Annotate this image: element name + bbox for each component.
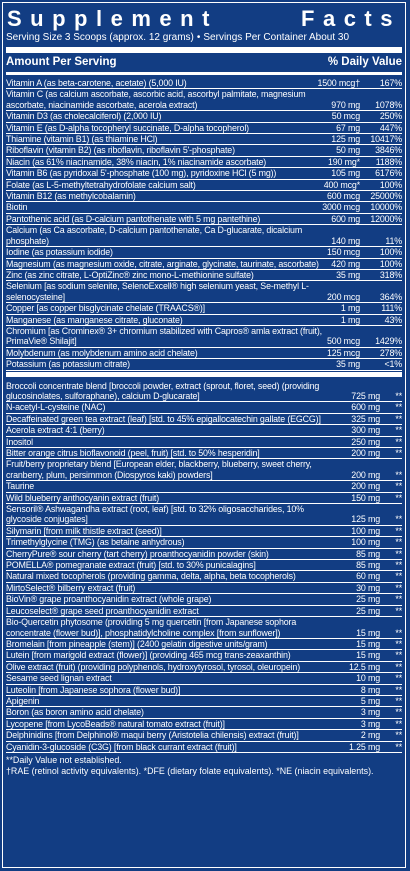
supplement-facts-panel: [2, 2, 406, 868]
nutrient-row: [6, 270, 402, 281]
nutrient-daily-value: 3846%: [375, 145, 402, 156]
nutrient-amount: 1.25 mg: [348, 741, 380, 752]
nutrient-daily-value: **: [395, 413, 402, 424]
footnote-equivalents: †RAE (retinol activity equivalents). *DFE (dietary folate equivalents). *NE (niacin equivalents).: [6, 765, 374, 776]
nutrient-daily-value: 364%: [379, 291, 402, 302]
nutrient-row: [6, 359, 402, 370]
nutrient-daily-value: **: [395, 548, 402, 559]
nutrient-daily-value: **: [395, 448, 402, 458]
nutrient-row: [6, 402, 402, 413]
nutrient-row: [6, 111, 402, 122]
nutrient-amount: 1 mg: [340, 303, 360, 314]
nutrient-name: Bitter orange citrus bioflavonoid (peel, fruit) [std. to 50% hesperidin]: [6, 448, 260, 458]
servings-per-container: Servings Per Container About 30: [203, 32, 350, 43]
nutrient-name: Luteolin [from Japanese sophora (flower bud)]: [6, 684, 181, 695]
nutrient-amount: 5 mg: [360, 695, 380, 706]
nutrient-daily-value: **: [395, 684, 402, 695]
nutrient-daily-value: 12000%: [370, 213, 402, 224]
nutrient-name: Taurine: [6, 481, 35, 492]
nutrient-row: [6, 168, 402, 179]
amount-header: Amount Per Serving: [6, 56, 117, 68]
nutrient-row: [6, 594, 402, 605]
nutrient-row: [6, 247, 402, 258]
other-ingredients-section: [6, 381, 402, 753]
nutrient-amount: 200 mg: [351, 448, 380, 458]
nutrient-name: Vitamin B12 (as methylcobalamin): [6, 191, 136, 202]
nutrient-name: Vitamin D3 (as cholecalciferol) (2,000 IU): [6, 111, 162, 122]
nutrient-daily-value: 250%: [379, 111, 402, 122]
nutrient-row: [6, 202, 402, 213]
nutrient-name: Molybdenum (as molybdenum amino acid chelate): [6, 347, 198, 358]
nutrient-row: [6, 303, 402, 314]
table-header: [6, 54, 402, 71]
nutrient-row: [6, 504, 402, 526]
nutrient-row: [6, 662, 402, 673]
nutrient-daily-value: **: [395, 514, 402, 525]
nutrient-name: Biotin: [6, 202, 28, 213]
nutrient-name: Zinc (as zinc citrate, L-OptiZinc® zinc mono-L-methionine sulfate): [6, 269, 254, 280]
nutrient-row: [6, 730, 402, 741]
dv-header: % Daily Value: [327, 56, 402, 68]
nutrient-row: [6, 214, 402, 225]
nutrient-daily-value: 111%: [381, 303, 402, 314]
nutrient-amount: 600 mg: [331, 213, 360, 224]
nutrient-daily-value: 10000%: [370, 202, 402, 213]
nutrient-row: [6, 381, 402, 403]
serving-info: [6, 32, 402, 46]
nutrient-amount: 3000 mcg: [322, 202, 360, 213]
nutrient-name: Vitamin B6 (as pyridoxal 5'-phosphate (100 mg), pyridoxine HCl (5 mg)): [6, 168, 277, 179]
nutrient-amount: 200 mcg: [327, 291, 360, 302]
nutrient-name: Boron (as boron amino acid chelate): [6, 707, 144, 718]
nutrient-daily-value: **: [395, 661, 402, 672]
serving-separator: •: [196, 32, 201, 43]
nutrient-daily-value: 167%: [379, 78, 402, 88]
nutrient-name: Apigenin: [6, 695, 40, 706]
nutrient-daily-value: 1078%: [375, 99, 402, 110]
nutrient-name: Broccoli concentrate blend [broccoli powder, extract (sprout, floret, seed) (providing glucosinolates, sulforaphane), calcium D-glucarate]: [6, 380, 320, 401]
nutrient-row: [6, 493, 402, 504]
nutrient-name: Vitamin A (as beta-carotene, acetate) (5,000 IU): [6, 78, 187, 88]
nutrient-row: [6, 606, 402, 617]
nutrient-row: [6, 448, 402, 459]
nutrient-row: [6, 639, 402, 650]
nutrient-name: Decaffeinated green tea extract (leaf) [std. to 45% epigallocatechin gallate (EGCG)]: [6, 413, 321, 424]
nutrient-amount: 200 mg: [351, 469, 380, 480]
nutrient-amount: 15 mg: [356, 650, 380, 661]
nutrient-row: [6, 225, 402, 247]
nutrient-name: Thiamine (vitamin B1) (as thiamine HCl): [6, 134, 158, 145]
nutrient-row: [6, 481, 402, 492]
nutrient-name: Leucoselect® grape seed proanthocyanidin extract: [6, 605, 199, 616]
nutrient-name: Sesame seed lignan extract: [6, 673, 112, 684]
nutrient-amount: 150 mcg: [327, 247, 360, 258]
nutrient-name: Vitamin E (as D-alpha tocopheryl succinate, D-alpha tocopherol): [6, 122, 249, 133]
nutrient-daily-value: **: [395, 605, 402, 616]
nutrient-name: Vitamin C (as calcium ascorbate, ascorbic acid, ascorbyl palmitate, magnesium ascorbate, niacinamide ascorbate, acerola extract): [6, 89, 306, 110]
nutrient-name: CherryPure® sour cherry (tart cherry) proanthocyanidin powder (skin): [6, 548, 269, 559]
nutrient-amount: 15 mg: [356, 627, 380, 638]
nutrient-row: [6, 650, 402, 661]
nutrient-name: Manganese (as manganese citrate, gluconate): [6, 314, 183, 325]
nutrient-daily-value: <1%: [384, 359, 402, 370]
nutrient-amount: 3 mg: [360, 718, 380, 729]
nutrient-daily-value: 100%: [379, 179, 402, 190]
nutrient-name: Fruit/berry proprietary blend [European elder, blackberry, blueberry, sweet cherry, cranberry, plum, persimmon (Diospyros kaki) powders]: [6, 459, 312, 480]
nutrient-name: Lutein [from marigold extract (flower)] (providing 465 mcg trans-zeaxanthin): [6, 650, 291, 661]
nutrient-daily-value: **: [395, 650, 402, 661]
nutrient-daily-value: 100%: [379, 258, 402, 269]
nutrient-row: [6, 526, 402, 537]
nutrient-name: Trimethylglycine (TMG) (as betaine anhydrous): [6, 537, 185, 548]
nutrient-row: [6, 89, 402, 111]
nutrient-name: Potassium (as potassium citrate): [6, 359, 130, 370]
nutrient-name: Riboflavin (vitamin B2) (as riboflavin, riboflavin 5'-phosphate): [6, 145, 235, 156]
nutrient-name: MirtoSelect® bilberry extract (fruit): [6, 582, 136, 593]
nutrient-amount: 85 mg: [356, 560, 380, 571]
nutrient-row: [6, 315, 402, 326]
nutrient-row: [6, 549, 402, 560]
nutrient-row: [6, 425, 402, 436]
nutrient-amount: 125 mcg: [327, 347, 360, 358]
nutrient-name: POMELLA® pomegranate extract (fruit) [std. to 30% punicalagins]: [6, 560, 256, 571]
nutrient-name: Acerola extract 4:1 (berry): [6, 425, 105, 436]
nutrient-name: Chromium [as Crominex® 3+ chromium stabilized with Capros® amla extract (fruit), PrimaVie® Shilajit]: [6, 325, 322, 347]
nutrient-daily-value: **: [395, 469, 402, 480]
nutrient-daily-value: **: [395, 525, 402, 536]
nutrient-amount: 100 mg: [351, 525, 380, 536]
nutrient-amount: 50 mcg: [331, 111, 360, 122]
nutrient-row: [6, 134, 402, 145]
nutrient-daily-value: **: [395, 560, 402, 571]
nutrient-daily-value: **: [395, 402, 402, 413]
nutrient-daily-value: **: [395, 718, 402, 729]
nutrient-name: Folate (as L-5-methyltetrahydrofolate calcium salt): [6, 179, 196, 190]
nutrient-daily-value: **: [395, 571, 402, 582]
nutrient-row: [6, 571, 402, 582]
nutrient-amount: 85 mg: [356, 548, 380, 559]
nutrient-name: Bromelain [from pineapple (stem)] (2400 gelatin digestive units/gram): [6, 638, 268, 649]
nutrient-row: [6, 414, 402, 425]
nutrient-amount: 35 mg: [336, 269, 360, 280]
nutrient-amount: 12.5 mg: [348, 661, 380, 672]
nutrient-daily-value: **: [395, 638, 402, 649]
nutrient-amount: 190 mg*: [327, 156, 360, 167]
nutrient-name: Copper [as copper bisglycinate chelate (TRAACS®)]: [6, 303, 205, 314]
nutrient-row: [6, 583, 402, 594]
nutrient-daily-value: 318%: [379, 269, 402, 280]
nutrient-daily-value: **: [395, 390, 402, 401]
nutrient-amount: 600 mcg: [327, 191, 360, 202]
nutrient-row: [6, 617, 402, 639]
footnote-not-established: **Daily Value not established.: [6, 754, 122, 765]
nutrient-name: Selenium [as sodium selenite, SelenoExcell® high selenium yeast, Se-methyl L-selenocysteine]: [6, 281, 309, 302]
serving-size: Serving Size 3 Scoops (approx. 12 grams): [6, 32, 194, 43]
nutrient-amount: 970 mg: [331, 99, 360, 110]
nutrient-row: [6, 696, 402, 707]
nutrient-name: Lycopene [from LycoBeads® natural tomato extract (fruit)]: [6, 718, 225, 729]
nutrient-amount: 105 mg: [331, 168, 360, 179]
nutrient-daily-value: 25000%: [370, 191, 402, 202]
nutrient-row: [6, 560, 402, 571]
nutrient-row: [6, 123, 402, 134]
nutrient-amount: 2 mg: [360, 730, 380, 741]
panel-title: Supplement Facts: [7, 6, 401, 31]
nutrient-daily-value: **: [395, 741, 402, 752]
nutrient-amount: 325 mg: [351, 413, 380, 424]
nutrient-name: Cyanidin-3-glucoside (C3G) [from black currant extract (fruit)]: [6, 741, 237, 752]
nutrient-daily-value: 43%: [384, 314, 402, 325]
nutrient-daily-value: 100%: [379, 247, 402, 258]
nutrient-amount: 67 mg: [336, 122, 360, 133]
nutrient-amount: 300 mg: [351, 425, 380, 436]
nutrient-daily-value: 11%: [385, 235, 402, 246]
nutrient-row: [6, 281, 402, 303]
nutrient-amount: 125 mg: [351, 514, 380, 525]
nutrient-name: Wild blueberry anthocyanin extract (fruit): [6, 492, 160, 503]
nutrient-name: Calcium (as Ca ascorbate, D-calcium pantothenate, Ca D-glucarate, dicalcium phosphate): [6, 225, 303, 246]
nutrient-amount: 125 mg: [331, 134, 360, 145]
nutrient-daily-value: **: [395, 492, 402, 503]
nutrient-name: BioVin® grape proanthocyanidin extract (whole grape): [6, 594, 212, 605]
nutrient-row: [6, 191, 402, 202]
header-divider: [6, 72, 402, 75]
nutrient-row: [6, 673, 402, 684]
nutrient-amount: 150 mg: [351, 492, 380, 503]
nutrient-name: Silymarin [from milk thistle extract (seed)]: [6, 525, 162, 536]
nutrient-daily-value: **: [395, 537, 402, 548]
nutrient-amount: 30 mg: [356, 582, 380, 593]
nutrient-amount: 1 mg: [340, 314, 360, 325]
nutrient-amount: 60 mg: [356, 571, 380, 582]
nutrient-amount: 35 mg: [336, 359, 360, 370]
nutrient-name: Sensoril® Ashwagandha extract (root, leaf) [std. to 32% oligosaccharides, 10% glycoside conjugates]: [6, 504, 304, 525]
nutrient-row: [6, 459, 402, 481]
nutrient-name: Olive extract (fruit) (providing polyphenols, hydroxytyrosol, tyrosol, oleuropein): [6, 661, 301, 672]
nutrient-name: Iodine (as potassium iodide): [6, 247, 113, 258]
thick-divider: [6, 47, 402, 53]
nutrient-name: Inositol: [6, 436, 33, 447]
nutrient-name: Magnesium (as magnesium oxide, citrate, arginate, glycinate, taurinate, ascorbate): [6, 258, 319, 269]
nutrient-row: [6, 348, 402, 359]
nutrient-daily-value: **: [395, 481, 402, 492]
nutrient-name: Niacin (as 61% niacinamide, 38% niacin, 1% niacinamide ascorbate): [6, 156, 267, 167]
nutrient-row: [6, 707, 402, 718]
nutrient-row: [6, 145, 402, 156]
nutrient-amount: 140 mg: [331, 235, 360, 246]
nutrient-daily-value: **: [395, 695, 402, 706]
nutrient-daily-value: 447%: [379, 122, 402, 133]
section-divider: [6, 372, 402, 377]
nutrient-amount: 725 mg: [351, 390, 380, 401]
nutrient-amount: 250 mg: [351, 436, 380, 447]
nutrient-name: Bio-Quercetin phytosome (providing 5 mg quercetin [from Japanese sophora concentrate (flower bud)], phosphatidylcholine complex [from sunflower]): [6, 617, 297, 638]
nutrient-row: [6, 78, 402, 89]
nutrient-amount: 15 mg: [356, 638, 380, 649]
nutrient-amount: 25 mg: [356, 594, 380, 605]
nutrient-name: N-acetyl-L-cysteine (NAC): [6, 402, 106, 413]
nutrient-row: [6, 157, 402, 168]
nutrient-name: Pantothenic acid (as D-calcium pantothenate with 5 mg pantethine): [6, 213, 261, 224]
nutrient-name: Natural mixed tocopherols (providing gamma, delta, alpha, beta tocopherols): [6, 571, 296, 582]
nutrient-amount: 8 mg: [360, 684, 380, 695]
nutrient-daily-value: 6176%: [375, 168, 402, 179]
nutrient-daily-value: **: [395, 436, 402, 447]
nutrient-amount: 100 mg: [351, 537, 380, 548]
vitamins-section: [6, 78, 402, 371]
nutrient-amount: 50 mg: [336, 145, 360, 156]
nutrient-amount: 25 mg: [356, 605, 380, 616]
nutrient-row: [6, 259, 402, 270]
nutrient-amount: 3 mg: [360, 707, 380, 718]
nutrient-row: [6, 180, 402, 191]
nutrient-row: [6, 537, 402, 548]
nutrient-amount: 400 mcg*: [323, 179, 360, 190]
nutrient-amount: 200 mg: [351, 481, 380, 492]
nutrient-daily-value: **: [395, 425, 402, 436]
nutrient-amount: 10 mg: [356, 673, 380, 684]
nutrient-daily-value: **: [395, 730, 402, 741]
nutrient-daily-value: **: [395, 627, 402, 638]
nutrient-daily-value: **: [395, 673, 402, 684]
nutrient-name: Delphinidins [from Delphinol® maqui berry (Aristotelia chilensis) extract (fruit)]: [6, 730, 299, 741]
nutrient-daily-value: **: [395, 582, 402, 593]
nutrient-daily-value: 1429%: [375, 336, 402, 347]
nutrient-daily-value: 1188%: [375, 156, 402, 167]
nutrient-row: [6, 326, 402, 348]
nutrient-daily-value: **: [395, 707, 402, 718]
nutrient-amount: 420 mg: [331, 258, 360, 269]
nutrient-daily-value: **: [395, 594, 402, 605]
nutrient-row: [6, 685, 402, 696]
nutrient-daily-value: 10417%: [370, 134, 402, 145]
nutrient-amount: 1500 mcg†: [317, 78, 360, 88]
nutrient-amount: 500 mcg: [327, 336, 360, 347]
nutrient-row: [6, 742, 402, 753]
nutrient-row: [6, 437, 402, 448]
nutrient-daily-value: 278%: [379, 347, 402, 358]
nutrient-amount: 600 mg: [351, 402, 380, 413]
nutrient-row: [6, 719, 402, 730]
